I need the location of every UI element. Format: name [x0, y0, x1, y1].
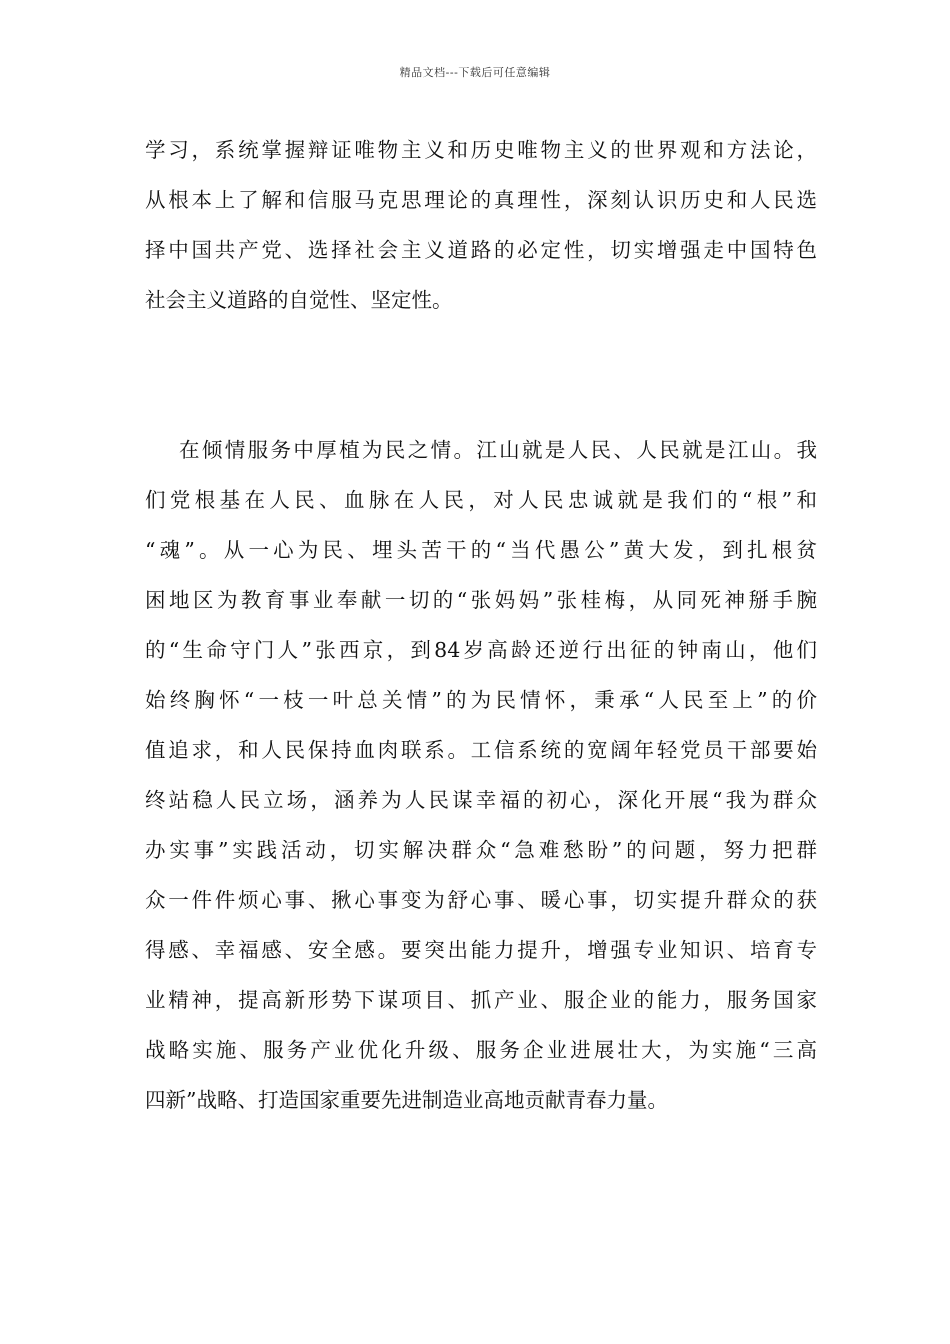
- paragraph-line: 业精神，提高新形势下谋项目、抓产业、服企业的能力，服务国家: [145, 988, 817, 1012]
- paragraph-line: 困地区为教育事业奉献一切的“张妈妈”张桂梅，从同死神掰手腕: [145, 588, 817, 612]
- paragraph-line: 学习，系统掌握辩证唯物主义和历史唯物主义的世界观和方法论，: [145, 138, 817, 162]
- paragraph-line: “魂”。从一心为民、埋头苦干的“当代愚公”黄大发，到扎根贫: [145, 538, 817, 562]
- paragraph-line: 从根本上了解和信服马克思理论的真理性，深刻认识历史和人民选: [145, 188, 817, 212]
- paragraph-line: 战略实施、服务产业优化升级、服务企业进展壮大，为实施“三高: [145, 1038, 817, 1062]
- page-header: 精品文档---下载后可任意编辑: [399, 66, 551, 79]
- paragraph-line: 们党根基在人民、血脉在人民，对人民忠诚就是我们的“根”和: [145, 488, 817, 512]
- paragraph-2: [145, 425, 817, 1125]
- paragraph-line: 四新”战略、打造国家重要先进制造业高地贡献青春力量。: [145, 1088, 668, 1112]
- paragraph-line: 办实事”实践活动，切实解决群众“急难愁盼”的问题，努力把群: [145, 838, 817, 862]
- paragraph-line: 得感、幸福感、安全感。要突出能力提升，增强专业知识、培育专: [145, 938, 817, 962]
- paragraph-line: 值追求，和人民保持血肉联系。工信系统的宽阔年轻党员干部要始: [145, 738, 817, 762]
- paragraph-line: 的“生命守门人”张西京，到84岁高龄还逆行出征的钟南山，他们: [145, 638, 817, 662]
- paragraph-line: 在倾情服务中厚植为民之情。江山就是人民、人民就是江山。我: [179, 438, 817, 462]
- paragraph-line: 终站稳人民立场，涵养为人民谋幸福的初心，深化开展“我为群众: [145, 788, 817, 812]
- paragraph-line: 众一件件烦心事、揪心事变为舒心事、暖心事，切实提升群众的获: [145, 888, 817, 912]
- paragraph-1: [145, 125, 817, 325]
- paragraph-line: 择中国共产党、选择社会主义道路的必定性，切实增强走中国特色: [145, 238, 817, 262]
- paragraph-line: 社会主义道路的自觉性、坚定性。: [145, 288, 453, 312]
- paragraph-line: 始终胸怀“一枝一叶总关情”的为民情怀，秉承“人民至上”的价: [145, 688, 817, 712]
